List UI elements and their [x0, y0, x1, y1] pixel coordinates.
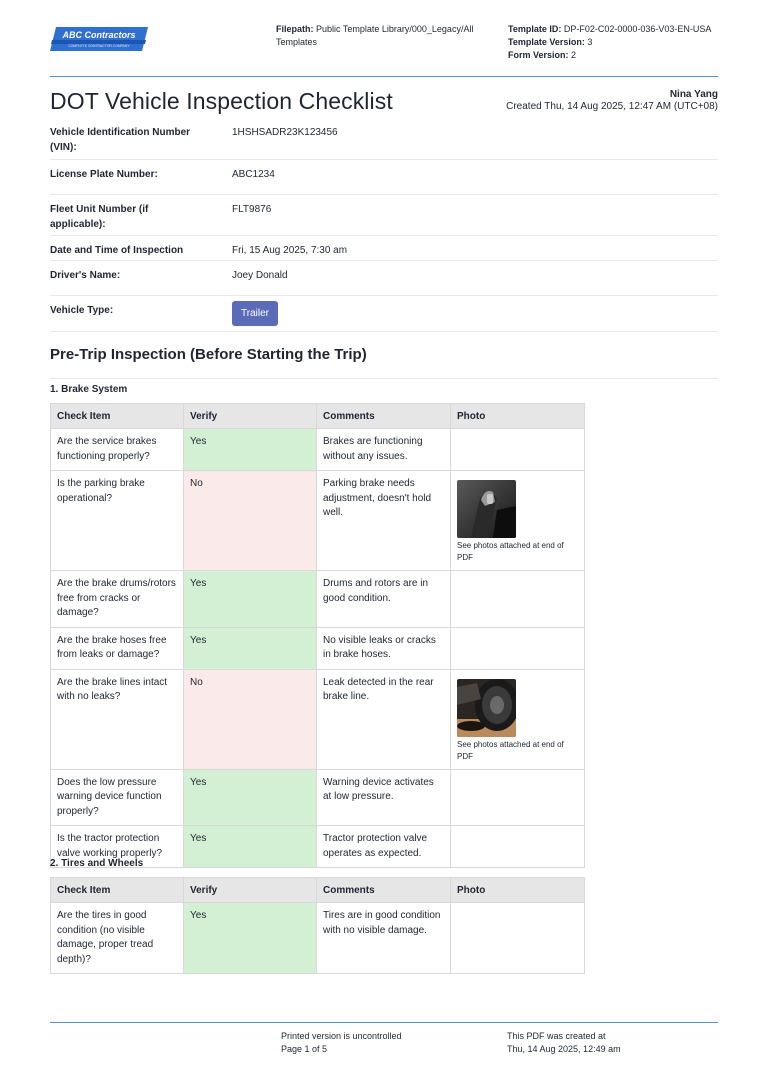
col-check-item: Check Item [51, 404, 184, 429]
photo-cell [451, 769, 585, 826]
author-name: Nina Yang [669, 89, 718, 100]
brake-system-heading: 1. Brake System [50, 384, 128, 395]
company-logo [50, 26, 148, 52]
logo-text: ABC Contractors [62, 30, 136, 40]
date-label: Date and Time of Inspection [50, 245, 184, 256]
verify-cell: Yes [184, 627, 317, 669]
footer-created-info [507, 1030, 621, 1056]
info-row-driver [50, 261, 718, 296]
printed-note: Printed version is uncontrolled [281, 1031, 402, 1041]
col-comments: Comments [317, 878, 451, 903]
author-block [506, 89, 718, 113]
section-title: Pre-Trip Inspection (Before Starting the Trip) [50, 346, 367, 363]
date-value: Fri, 15 Aug 2025, 7:30 am [232, 245, 348, 256]
brake-line-photo[interactable] [457, 679, 516, 737]
photo-cell [451, 669, 585, 769]
check-item: Are the tires in good condition (no visible damage, proper tread depth)? [51, 903, 184, 974]
check-item: Are the brake lines intact with no leaks? [51, 669, 184, 769]
plate-label: License Plate Number: [50, 169, 158, 180]
type-value [232, 301, 278, 326]
comment-cell: Tractor protection valve operates as expected. [317, 826, 451, 868]
photo-cell [451, 429, 585, 471]
photo-note: See photos attached at end of PDF [457, 541, 564, 562]
verify-cell: No [184, 471, 317, 571]
template-info [508, 23, 723, 62]
check-item: Is the tractor protection valve working properly? [51, 826, 184, 868]
check-item: Are the service brakes functioning properly? [51, 429, 184, 471]
table-row [51, 903, 585, 974]
template-id: Template ID: DP-F02-C02-0000-036-V03-EN-USA [508, 24, 712, 34]
page-title: DOT Vehicle Inspection Checklist [50, 88, 393, 114]
verify-cell: No [184, 669, 317, 769]
table-header-row [51, 404, 585, 429]
vin-value: 1HSHSADR23K123456 [232, 127, 338, 138]
photo-cell [451, 471, 585, 571]
photo-cell [451, 826, 585, 868]
photo-cell [451, 571, 585, 628]
fleet-label: Fleet Unit Number (if applicable): [50, 204, 149, 230]
driver-label: Driver's Name: [50, 270, 121, 281]
col-check-item: Check Item [51, 878, 184, 903]
vin-label: Vehicle Identification Number (VIN): [50, 127, 191, 153]
comment-cell: No visible leaks or cracks in brake hoses. [317, 627, 451, 669]
comment-cell: Tires are in good condition with no visible damage. [317, 903, 451, 974]
tires-wheels-table [50, 877, 585, 974]
filepath: Filepath: Public Template Library/000_Legacy/All Templates [276, 24, 474, 47]
col-comments: Comments [317, 404, 451, 429]
col-verify: Verify [184, 404, 317, 429]
info-row-fleet [50, 195, 718, 236]
photo-cell [451, 903, 585, 974]
info-row-type [50, 296, 718, 332]
comment-cell: Brakes are functioning without any issues. [317, 429, 451, 471]
col-photo: Photo [451, 878, 585, 903]
table-row [51, 627, 585, 669]
template-version: Template Version: 3 [508, 37, 593, 47]
fleet-value: FLT9876 [232, 204, 272, 215]
col-verify: Verify [184, 878, 317, 903]
pdf-created-label: This PDF was created at [507, 1031, 606, 1041]
comment-cell: Warning device activates at low pressure. [317, 769, 451, 826]
check-item: Are the brake drums/rotors free from cracks or damage? [51, 571, 184, 628]
vehicle-type-chip: Trailer [232, 301, 278, 326]
header-divider [50, 76, 718, 77]
photo-cell [451, 627, 585, 669]
verify-cell: Yes [184, 826, 317, 868]
comment-cell: Parking brake needs adjustment, doesn't hold well. [317, 471, 451, 571]
section-divider [50, 378, 718, 379]
photo-note: See photos attached at end of PDF [457, 739, 564, 761]
verify-cell: Yes [184, 769, 317, 826]
comment-cell: Leak detected in the rear brake line. [317, 669, 451, 769]
page-header [50, 18, 718, 76]
table-row [51, 571, 585, 628]
driver-value: Joey Donald [232, 270, 288, 281]
plate-value: ABC1234 [232, 169, 275, 180]
check-item: Are the brake hoses free from leaks or damage? [51, 627, 184, 669]
check-item: Is the parking brake operational? [51, 471, 184, 571]
created-date: Created Thu, 14 Aug 2025, 12:47 AM (UTC+08) [506, 101, 718, 112]
table-row [51, 429, 585, 471]
table-row [51, 669, 585, 769]
vehicle-info [50, 118, 718, 332]
info-row-date [50, 236, 718, 261]
page-number: Page 1 of 5 [281, 1044, 328, 1054]
type-label: Vehicle Type: [50, 305, 114, 316]
verify-cell: Yes [184, 571, 317, 628]
tires-wheels-heading: 2. Tires and Wheels [50, 858, 144, 869]
check-item: Does the low pressure warning device function properly? [51, 769, 184, 826]
table-row [51, 471, 585, 571]
footer-divider [50, 1022, 718, 1023]
table-header-row [51, 878, 585, 903]
brake-system-table [50, 403, 585, 868]
col-photo: Photo [451, 404, 585, 429]
pdf-created-date: Thu, 14 Aug 2025, 12:49 am [507, 1044, 621, 1054]
logo-subtext: COMPLETE CONTRACTOR COMPANY [68, 44, 130, 48]
table-row [51, 769, 585, 826]
comment-cell: Drums and rotors are in good condition. [317, 571, 451, 628]
info-row-plate [50, 160, 718, 195]
verify-cell: Yes [184, 429, 317, 471]
parking-brake-photo[interactable] [457, 480, 516, 538]
verify-cell: Yes [184, 903, 317, 974]
info-row-vin [50, 118, 718, 160]
form-version: Form Version: 2 [508, 50, 577, 60]
footer-print-info [281, 1030, 402, 1056]
